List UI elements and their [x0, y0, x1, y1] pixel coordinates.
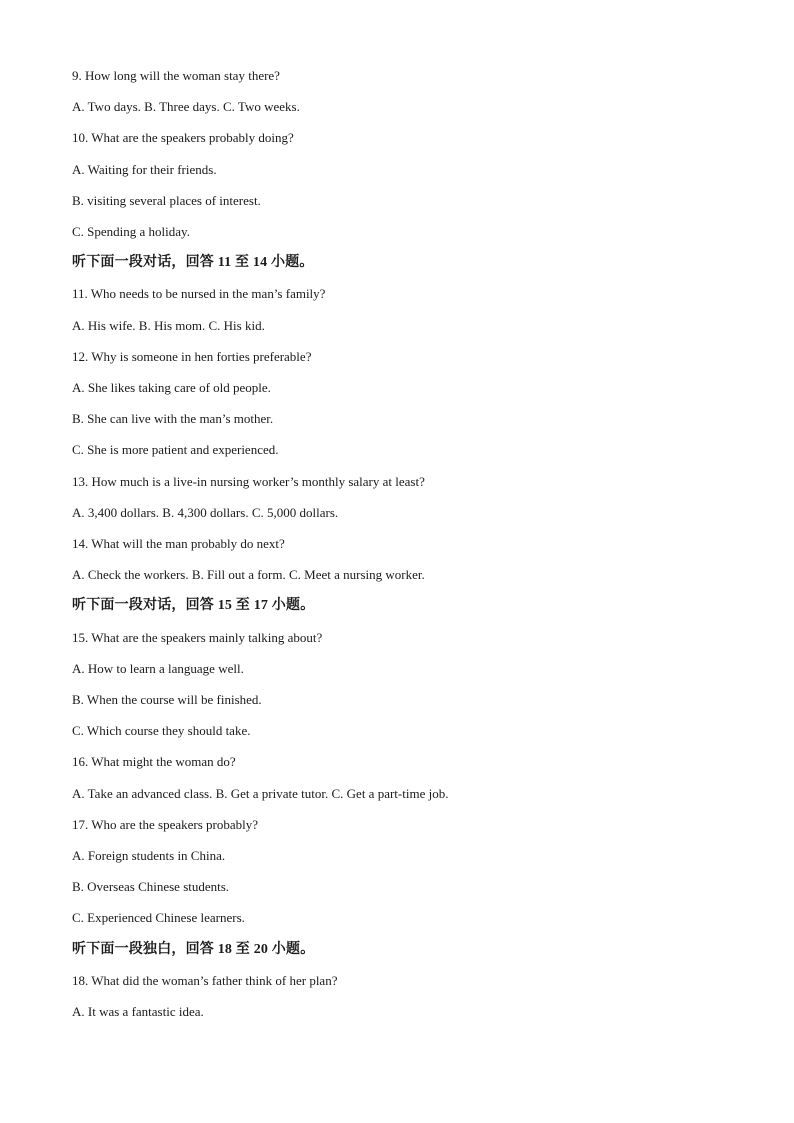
option-line: A. 3,400 dollars. B. 4,300 dollars. C. 5,000 dollars. — [72, 505, 339, 520]
section-heading: 听下面一段独白，回答 18 至 20 小题。 — [72, 942, 315, 957]
option-line: A. Two days. B. Three days. C. Two weeks. — [72, 99, 300, 114]
option-line: C. Which course they should take. — [72, 723, 251, 738]
option-line: A. How to learn a language well. — [72, 661, 244, 676]
option-line: C. Spending a holiday. — [72, 224, 190, 239]
option-line: B. Overseas Chinese students. — [72, 879, 230, 894]
question-line: 16. What might the woman do? — [72, 754, 236, 769]
question-line: 10. What are the speakers probably doing? — [72, 130, 294, 145]
question-line: 18. What did the woman’s father think of her plan? — [72, 973, 338, 988]
option-line: B. When the course will be finished. — [72, 692, 262, 707]
question-line: 13. How much is a live-in nursing worker’s monthly salary at least? — [72, 474, 425, 489]
option-line: A. Take an advanced class. B. Get a private tutor. C. Get a part-time job. — [72, 786, 449, 801]
option-line: A. His wife. B. His mom. C. His kid. — [72, 318, 265, 333]
option-line: A. Check the workers. B. Fill out a form. C. Meet a nursing worker. — [72, 567, 425, 582]
option-line: A. Waiting for their friends. — [72, 162, 217, 177]
option-line: B. She can live with the man’s mother. — [72, 411, 274, 426]
section-heading: 听下面一段对话，回答 15 至 17 小题。 — [72, 598, 315, 613]
option-line: A. She likes taking care of old people. — [72, 380, 271, 395]
question-line: 12. Why is someone in hen forties preferable? — [72, 349, 312, 364]
question-line: 11. Who needs to be nursed in the man’s family? — [72, 286, 326, 301]
option-line: A. Foreign students in China. — [72, 848, 226, 863]
question-line: 14. What will the man probably do next? — [72, 536, 285, 551]
section-heading: 听下面一段对话，回答 11 至 14 小题。 — [72, 255, 314, 270]
question-line: 15. What are the speakers mainly talking about? — [72, 630, 323, 645]
question-line: 9. How long will the woman stay there? — [72, 68, 280, 83]
option-line: A. It was a fantastic idea. — [72, 1004, 204, 1019]
option-line: C. Experienced Chinese learners. — [72, 910, 245, 925]
question-line: 17. Who are the speakers probably? — [72, 817, 259, 832]
option-line: C. She is more patient and experienced. — [72, 442, 279, 457]
option-line: B. visiting several places of interest. — [72, 193, 261, 208]
